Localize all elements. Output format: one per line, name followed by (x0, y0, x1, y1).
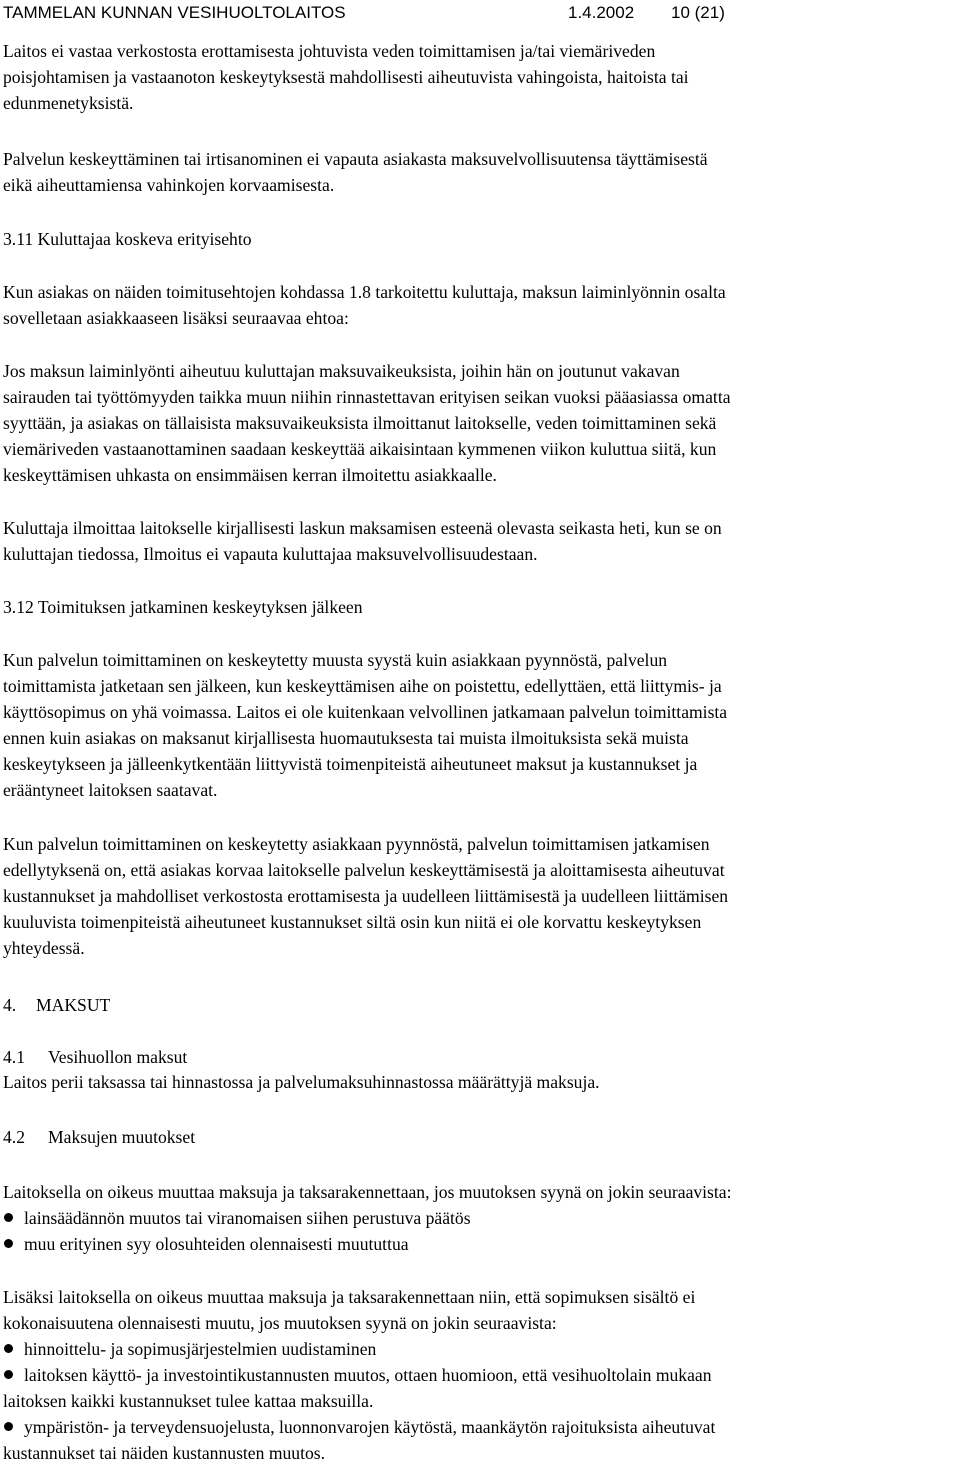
heading-number: 4. (3, 995, 17, 1015)
heading-label: MAKSUT (36, 995, 111, 1015)
section-heading-4-1 (3, 1044, 953, 1070)
paragraph-consumer-intro (3, 279, 953, 331)
text-line: Laitos ei vastaa verkostosta erottamisesta johtuvista veden toimittamisen ja/tai viemäriveden (3, 41, 656, 61)
paragraph-consumer-notification (3, 515, 953, 567)
heading-label: Vesihuollon maksut (48, 1047, 188, 1067)
paragraph-liability (3, 38, 953, 116)
text-line: toimittamista jatketaan sen jälkeen, kun keskeyttämisen aihe on poistettu, edellyttäen, että liittymis- ja (3, 676, 722, 696)
section-heading-4-2 (3, 1124, 953, 1150)
text-line: kuuluvista toimenpiteistä aiheutuneet kustannukset siltä osin kun niitä ei ole korvattu keskeytyksen (3, 912, 702, 932)
list-item-text: ympäristön- ja terveydensuojelusta, luonnonvarojen käytöstä, maankäytön rajoituksista aiheutuvat (24, 1417, 716, 1437)
list-item-continuation: kustannukset tai näiden kustannusten muutos. (3, 1443, 326, 1463)
list-item (3, 1231, 953, 1257)
bullet-icon (4, 1213, 13, 1222)
bullet-icon (4, 1422, 13, 1431)
list-item-text: lainsäädännön muutos tai viranomaisen siihen perustuva päätös (24, 1208, 471, 1228)
text-line: yhteydessä. (3, 938, 85, 958)
paragraph-service-termination (3, 146, 953, 198)
list-item (3, 1205, 953, 1231)
list-item-text: hinnoittelu- ja sopimusjärjestelmien uudistaminen (24, 1339, 377, 1359)
bullet-icon (4, 1344, 13, 1353)
text-line: sovelletaan asiakkaaseen lisäksi seuraavaa ehtoa: (3, 308, 349, 328)
section-heading-3-12: 3.12 Toimituksen jatkaminen keskeytyksen jälkeen (3, 597, 363, 617)
bullet-icon (4, 1370, 13, 1379)
text-line: keskeyttämisen uhkasta on ensimmäisen kerran ilmoitettu asiakkaalle. (3, 465, 497, 485)
text-line: edunmenetyksistä. (3, 93, 134, 113)
paragraph-resumption-request (3, 831, 953, 961)
list-item-text: muu erityinen syy olosuhteiden olennaisesti muututtua (24, 1234, 409, 1254)
text-line: ennen kuin asiakas on maksanut kirjallisesta huomautuksesta tai muista ilmoituksista sekä muista (3, 728, 689, 748)
heading-number: 4.1 (3, 1047, 25, 1067)
text-line: kokonaisuutena olennaisesti muutu, jos muutoksen syynä on jokin seuraavista: (3, 1313, 557, 1333)
header-organization: TAMMELAN KUNNAN VESIHUOLTOLAITOS (3, 3, 346, 22)
section-heading-4 (3, 992, 953, 1018)
text-line: Jos maksun laiminlyönti aiheutuu kuluttajan maksuvaikeuksista, joihin hän on joutunut vakavan (3, 361, 680, 381)
header-page-number: 10 (21) (671, 3, 725, 22)
text-line: Laitos perii taksassa tai hinnastossa ja palvelumaksuhinnastossa määrättyjä maksuja. (3, 1072, 600, 1092)
text-line: Palvelun keskeyttäminen tai irtisanominen ei vapauta asiakasta maksuvelvollisuutensa täyttämisestä (3, 149, 708, 169)
text-line: erääntyneet laitoksen saatavat. (3, 780, 218, 800)
text-line: Kun asiakas on näiden toimitusehtojen kohdassa 1.8 tarkoitettu kuluttaja, maksun laiminlyönnin osalta (3, 282, 726, 302)
text-line: edellytyksenä on, että asiakas korvaa laitokselle palvelun keskeyttämisestä ja aloittamisesta aiheutuvat (3, 860, 725, 880)
text-line: sairauden tai työttömyyden taikka muun niihin rinnastettavan erityisen seikan vuoksi pääasiassa omatta (3, 387, 731, 407)
page-header (3, 2, 953, 26)
text-line: poisjohtamisen ja vastaanoton keskeytyksestä mahdollisesti aiheutuvista vahingoista, haitoista tai (3, 67, 689, 87)
text-line: viemäriveden vastaanottaminen saadaan keskeyttää aikaisintaan kymmenen viikon kuluttua siitä, kun (3, 439, 717, 459)
paragraph-additional-changes (3, 1284, 953, 1466)
text-line: eikä aiheuttamiensa vahinkojen korvaamisesta. (3, 175, 335, 195)
text-line: keskeytykseen ja jälleenkytkentään liittyvistä toimenpiteistä aiheutuneet maksut ja kustannukset ja (3, 754, 698, 774)
list-item (3, 1336, 953, 1362)
text-line: syyttään, ja asiakas on tällaisista maksuvaikeuksista ilmoittanut laitokselle, veden toimittaminen sekä (3, 413, 717, 433)
text-line: Kun palvelun toimittaminen on keskeytetty muusta syystä kuin asiakkaan pyynnöstä, palvelun (3, 650, 668, 670)
bullet-icon (4, 1239, 13, 1248)
text-line: Lisäksi laitoksella on oikeus muuttaa maksuja ja taksarakennettaan niin, että sopimuksen sisältö ei (3, 1287, 696, 1307)
text-line: Laitoksella on oikeus muuttaa maksuja ja taksarakennettaan, jos muutoksen syynä on jokin seuraavista: (3, 1182, 732, 1202)
list-item (3, 1362, 953, 1388)
text-line: käyttösopimus on yhä voimassa. Laitos ei ole kuitenkaan velvollinen jatkamaan palvelun toimittamista (3, 702, 728, 722)
list-item-continuation: laitoksen kaikki kustannukset tulee kattaa maksuilla. (3, 1391, 374, 1411)
text-line: kuluttajan tiedossa, Ilmoitus ei vapauta kuluttajaa maksuvelvollisuudestaan. (3, 544, 538, 564)
text-line: kustannukset ja mahdolliset verkostosta erottamisesta ja uudelleen liittämisestä ja uudelleen liittämisen (3, 886, 729, 906)
header-date: 1.4.2002 (568, 3, 635, 22)
section-heading-3-11: 3.11 Kuluttajaa koskeva erityisehto (3, 229, 252, 249)
heading-label: Maksujen muutokset (48, 1127, 196, 1147)
list-item-text: laitoksen käyttö- ja investointikustannusten muutos, ottaen huomioon, että vesihuoltolain mukaan (24, 1365, 712, 1385)
paragraph-fees (3, 1069, 953, 1095)
list-item (3, 1414, 953, 1440)
paragraph-fee-changes (3, 1179, 953, 1257)
text-line: Kuluttaja ilmoittaa laitokselle kirjallisesti laskun maksamisen esteenä olevasta seikasta heti, kun se on (3, 518, 722, 538)
heading-number: 4.2 (3, 1127, 25, 1147)
text-line: Kun palvelun toimittaminen on keskeytetty asiakkaan pyynnöstä, palvelun toimittamisen jatkamisen (3, 834, 710, 854)
paragraph-consumer-condition (3, 358, 953, 488)
paragraph-resumption-other (3, 647, 953, 803)
